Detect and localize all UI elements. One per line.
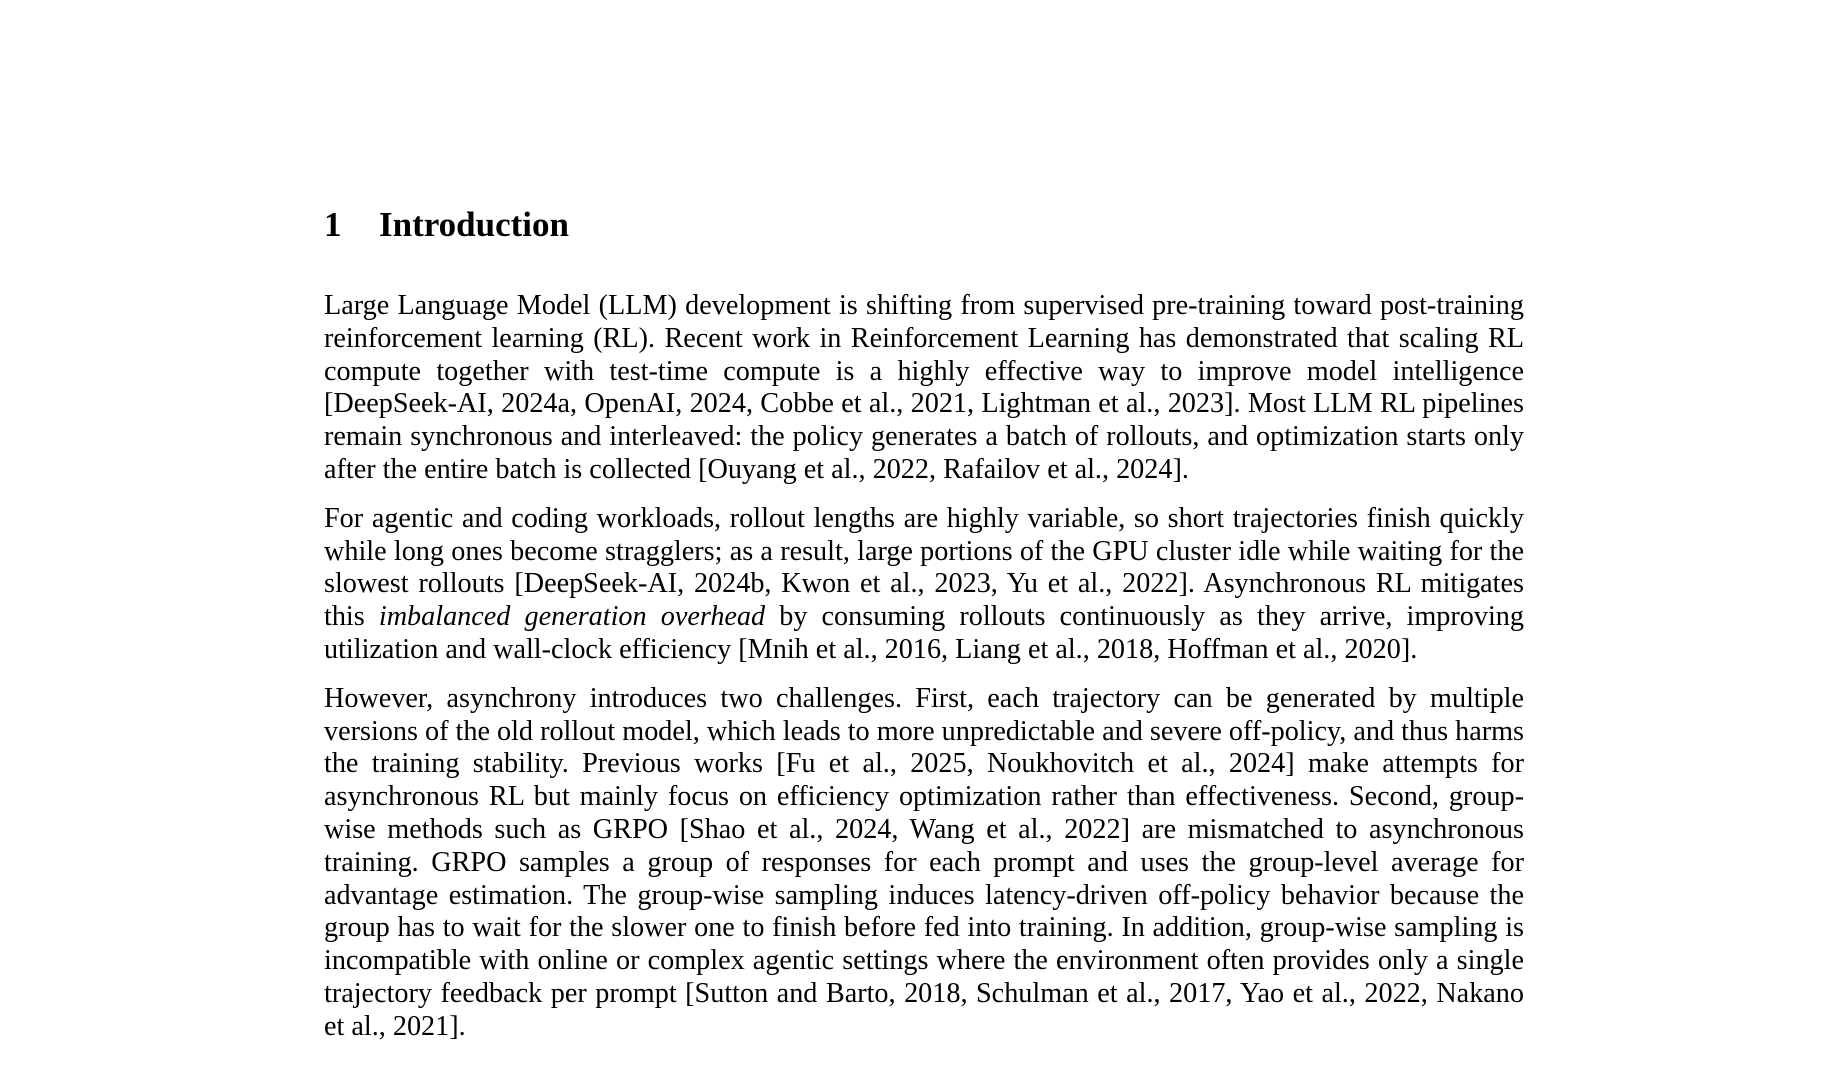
emphasis-imbalanced-generation-overhead: imbalanced generation overhead: [378, 601, 766, 633]
paragraph-3: However, asynchrony introduces two challenges. First, each trajectory can be generated by multiple versions of the old rollout model, which leads to more unpredictable and severe off-policy, and thus harms the training stability. Previous works [Fu et al., 2025, Noukhovitch et al., 2024] make attempts for asynchronous RL but mainly focus on efficiency optimization rather than effectiveness. Second, group-wise methods such as GRPO [Shao et al., 2024, Wang et al., 2022] are mismatched to asynchronous training. GRPO samples a group of responses for each prompt and uses the group-level average for advantage estimation. The group-wise sampling induces latency-driven off-policy behavior because the group has to wait for the slower one to finish before fed into training. In addition, group-wise sampling is incompatible with online or complex agentic settings where the environment often provides only a single trajectory feedback per prompt [Sutton and Barto, 2018, Schulman et al., 2017, Yao et al., 2022, Nakano et al., 2021].: [324, 682, 1525, 1042]
paragraph-2-text-after: by consuming rollouts continuously as they arrive, improving utilization and wall-clock efficiency [Mnih et al., 2016, Liang et al., 2018, Hoffman et al., 2020].: [324, 601, 1524, 665]
paragraph-1: Large Language Model (LLM) development is shifting from supervised pre-training toward post-training reinforcement learning (RL). Recent work in Reinforcement Learning has demonstrated that scaling RL compute together with test-time compute is a highly effective way to improve model intelligence [DeepSeek-AI, 2024a, OpenAI, 2024, Cobbe et al., 2021, Lightman et al., 2023]. Most LLM RL pipelines remain synchronous and interleaved: the policy generates a batch of rollouts, and optimization starts only after the entire batch is collected [Ouyang et al., 2022, Rafailov et al., 2024].: [324, 290, 1524, 485]
paper-page: [324, 200, 1524, 1060]
section-number: 1: [324, 205, 342, 244]
section-title: Introduction: [379, 205, 569, 244]
paragraph-2: [324, 503, 1524, 667]
section-heading: [324, 200, 1524, 250]
paragraph-2-text-before: For agentic and coding workloads, rollout lengths are highly variable, so short trajectories finish quickly while long ones become stragglers; as a result, large portions of the GPU cluster idle while waiting for the slowest rollouts [DeepSeek-AI, 2024b, Kwon et al., 2023, Yu et al., 2022]. Asynchronous RL mitigates this: [324, 502, 1524, 633]
